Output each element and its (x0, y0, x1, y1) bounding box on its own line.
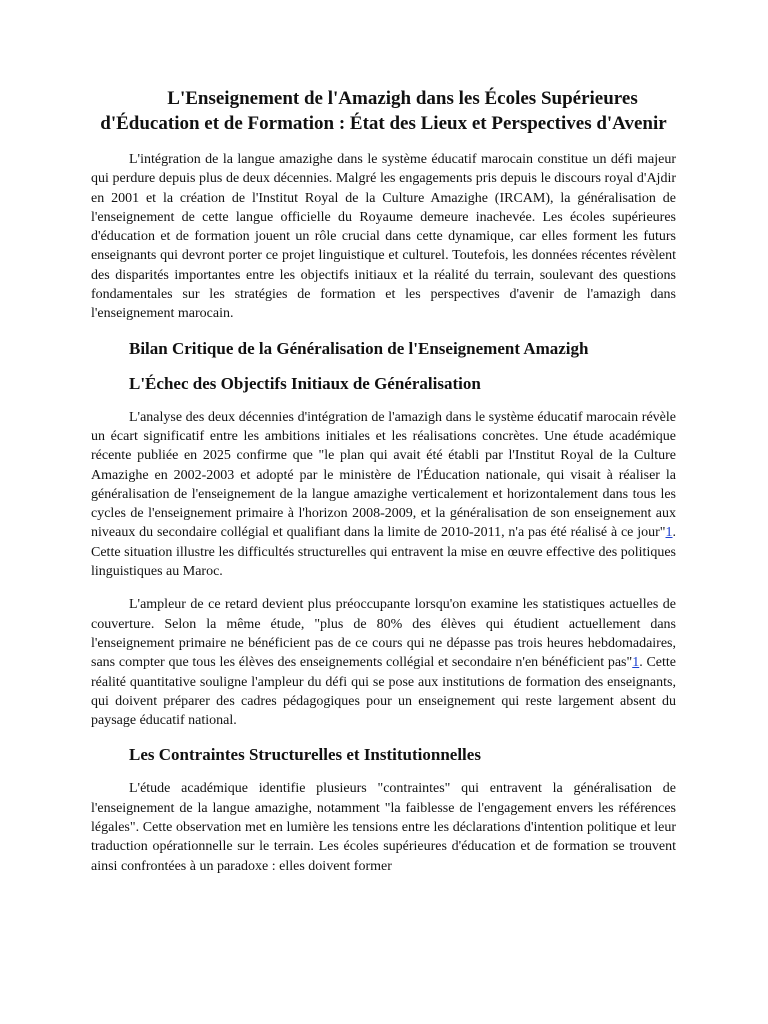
document-title: L'Enseignement de l'Amazigh dans les Écoles Supérieures d'Éducation et de Formation : État des Lieux et Perspectives d'Avenir (100, 88, 667, 134)
footnote-link[interactable]: 1 (665, 525, 673, 541)
subsection-heading-echec: L'Échec des Objectifs Initiaux de Généralisation (129, 373, 481, 393)
paragraph-ampleur (91, 595, 676, 730)
paragraph-text: L'analyse des deux décennies d'intégration de l'amazigh dans le système éducatif marocain révèle un écart significatif entre les ambitions initiales et les réalisations concrètes. Une étude académique récente publiée en 2025 confirme que "le plan qui avait été établi par l'Institut Royal de la Culture Amazighe en 2002-2003 et adopté par le ministère de l'Éducation nationale, qui visait à réaliser la généralisation de l'enseignement de la langue amazighe verticalement et horizontalement dans tous les cycles de l'enseignement primaire à l'horizon 2008-2009, et la généralisation de son enseignement aux niveaux du secondaire collégial et qualifiant dans la limite de 2010-2011, n'a pas été réalisé à ce jour" (91, 409, 676, 541)
paragraph-analyse (91, 408, 676, 582)
paragraph-text: L'ampleur de ce retard devient plus préoccupante lorsqu'on examine les statistiques actuelles de couverture. Selon la même étude, "plus de 80% des élèves qui étudient actuellement dans l'enseignement primaire ne bénéficient pas de ce cours qui ne dépasse pas trois heures hebdomadaires, sans compter que tous les élèves des enseignements collégial et secondaire n'en bénéficient pas" (91, 597, 676, 671)
intro-paragraph: L'intégration de la langue amazighe dans le système éducatif marocain constitue un défi majeur qui perdure depuis plus de deux décennies. Malgré les engagements pris depuis le discours royal d'Ajdir en 2001 et la création de l'Institut Royal de la Culture Amazighe (IRCAM), la généralisation de l'enseignement de cette langue officielle du Royaume demeure inachevée. Les écoles supérieures d'éducation et de formation jouent un rôle crucial dans cette dynamique, car elles forment les futurs enseignants qui devront porter ce projet linguistique et culturel. Toutefois, les données récentes révèlent des disparités importantes entre les objectifs initiaux et la réalité du terrain, soulevant des questions fondamentales sur les stratégies de formation et les perspectives d'avenir de l'amazigh dans l'enseignement marocain. (91, 152, 676, 322)
paragraph-contraintes: L'étude académique identifie plusieurs "contraintes" qui entravent la généralisation de l'enseignement de la langue amazighe, notamment "la faiblesse de l'engagement envers les références légales". Cette observation met en lumière les tensions entre les déclarations d'intention politique et leur traduction opérationnelle sur le terrain. Les écoles supérieures d'éducation et de formation se trouvent ainsi confrontées à un paradoxe : elles doivent former (91, 781, 676, 874)
document-body (91, 86, 676, 890)
footnote-link[interactable]: 1 (632, 655, 640, 671)
subsection-heading-contraintes: Les Contraintes Structurelles et Institutionnelles (129, 745, 481, 765)
paragraph-text: . Cette réalité quantitative souligne l'ampleur du défi qui se pose aux institutions de formation des enseignants, qui doivent préparer des cadres pédagogiques pour un enseignement qui reste largement absent du paysage éducatif national. (91, 655, 677, 729)
section-heading: Bilan Critique de la Généralisation de l'Enseignement Amazigh (129, 338, 589, 358)
paragraph-text: . Cette situation illustre les difficultés structurelles qui entravent la mise en œuvre effective des politiques linguistiques au Maroc. (91, 525, 676, 580)
